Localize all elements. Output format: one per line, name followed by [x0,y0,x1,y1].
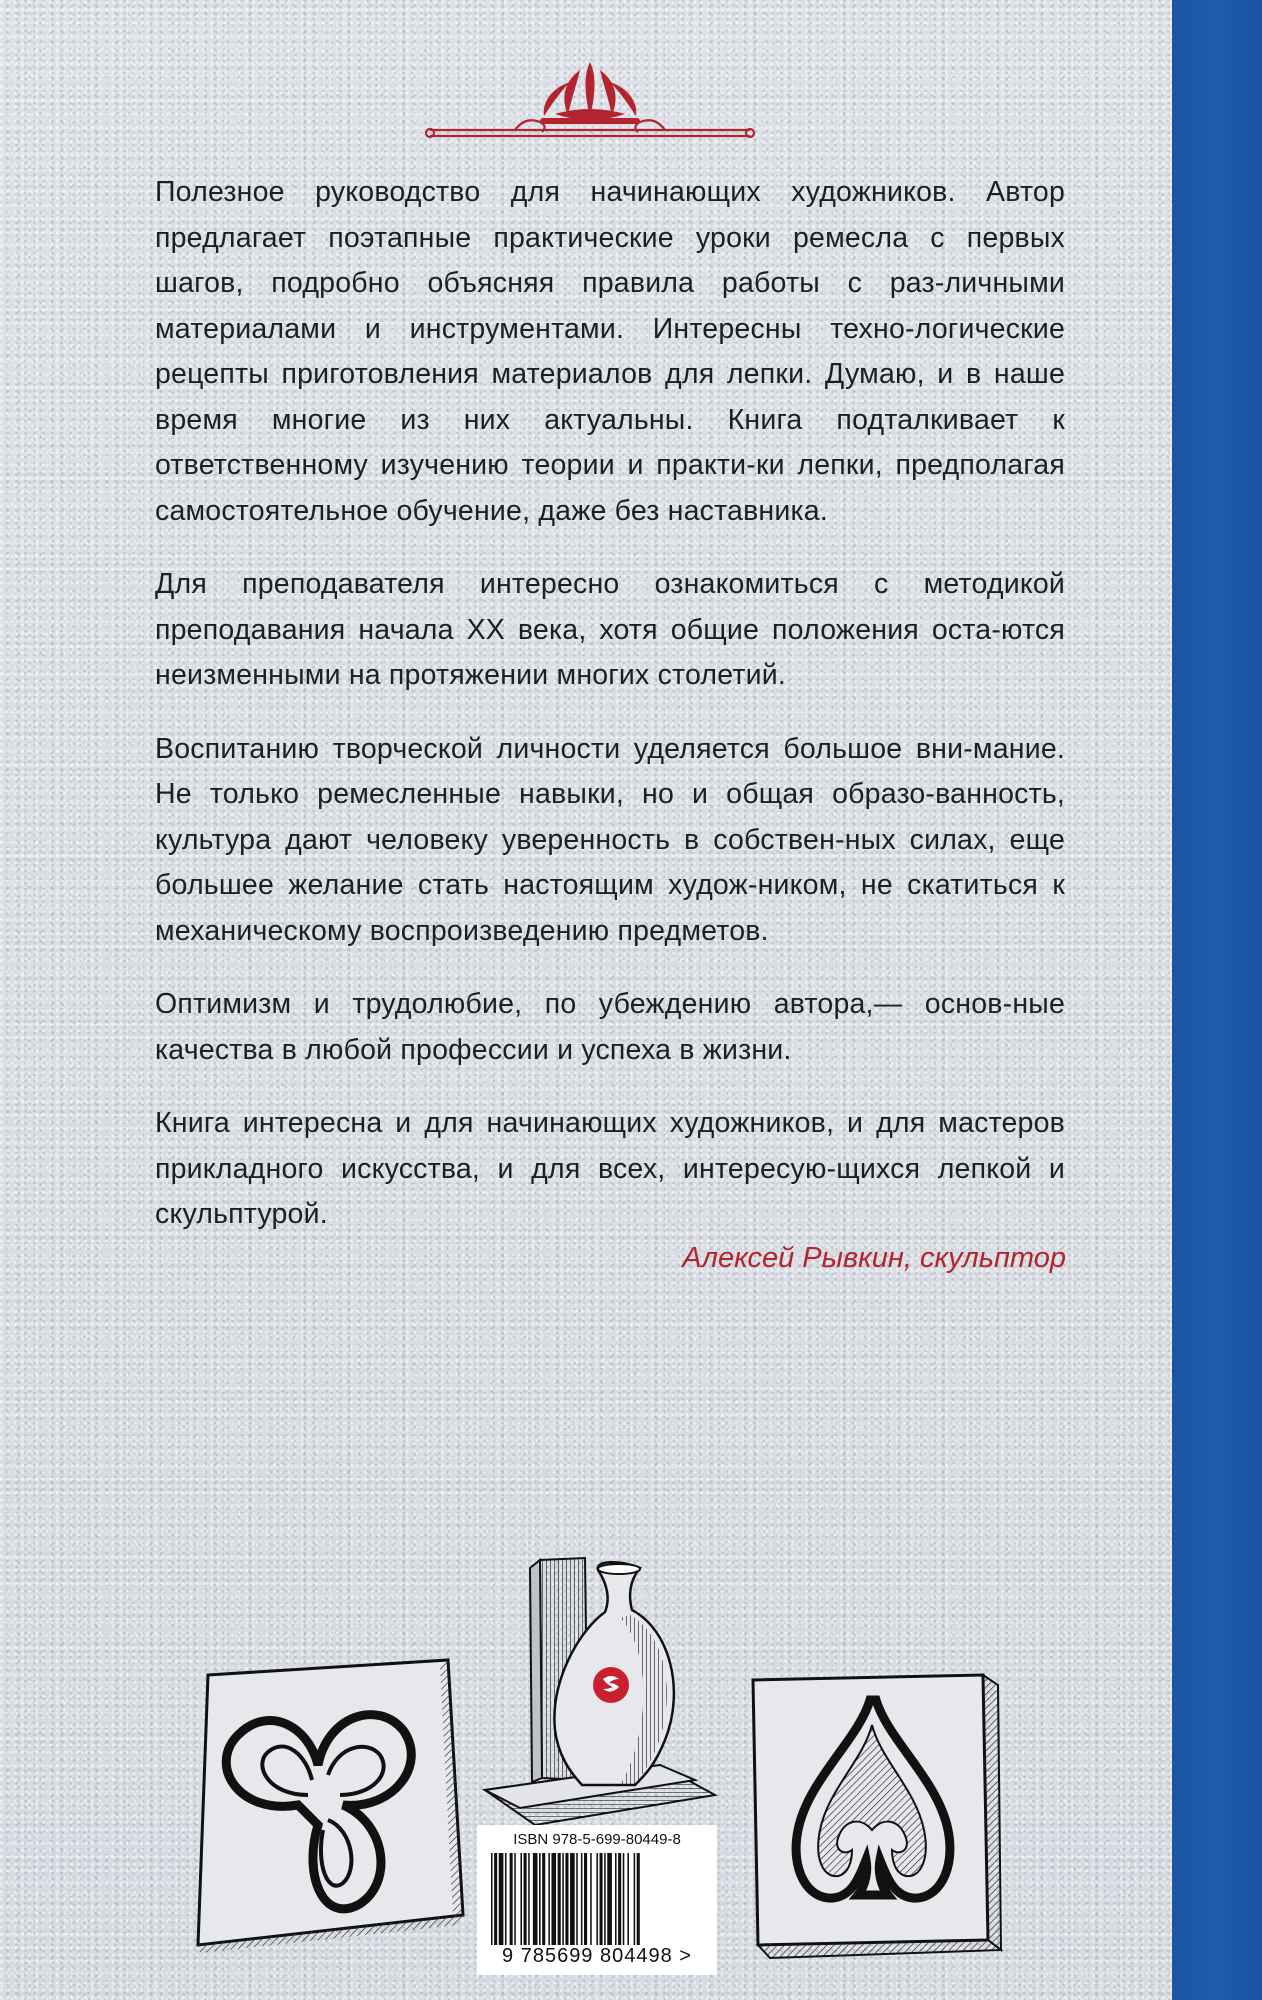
barcode-bar [505,1853,507,1945]
paragraph-1: Полезное руководство для начинающих художников. Автор предлагает поэтапные практические уроки ремесла с первых шагов, подробно объясняя правила работы с раз-личными материалами и инструментами. Интересны техно-логические рецепты приготовления материалов для лепки. Думаю, и в наше время многие из них актуальны. Книга подталкивает к ответственному изучению теории и практи-ки лепки, предполагая самостоятельное обучение, даже без наставника. [155,176,1065,527]
author-signature: Алексей Рывкин, скульптор [682,1242,1066,1274]
annotation-text [155,170,1065,1266]
paragraph-2: Для преподавателя интересно ознакомиться с методикой преподавания начала XX века, хотя общие положения оста-ются неизменными на протяжении многих столетий. [155,568,1065,691]
barcode-bar [565,1853,568,1945]
barcode-bar [558,1853,561,1945]
barcode-bar [510,1853,513,1945]
barcode-bar [562,1853,564,1945]
ornament-icon [420,52,760,147]
barcode-bar [533,1853,538,1945]
isbn-barcode [477,1825,717,1975]
barcode-bar [548,1853,550,1945]
barcode-bar [600,1853,603,1945]
barcode-bar [494,1853,497,1945]
heart-relief-icon [748,1670,1003,1960]
barcode-bar [634,1853,636,1945]
paragraph-4: Оптимизм и трудолюбие, по убеждению автора,— основ-ные качества в любой профессии и успеха в жизни. [155,988,1065,1066]
blue-spine-strip [1172,0,1262,2000]
barcode-bar [618,1853,621,1945]
barcode-bar [590,1853,592,1945]
trefoil-relief-icon [178,1655,468,1955]
barcode-bar [623,1853,625,1945]
barcode-bar [604,1853,606,1945]
barcode-bar [576,1853,578,1945]
barcode-bar [524,1853,527,1945]
barcode-bar [627,1853,629,1945]
barcode-bar [542,1853,545,1945]
barcode-bar [528,1853,530,1945]
barcode-icon [487,1853,707,1945]
paragraph-5: Книга интересна и для начинающих художников, и для мастеров прикладного искусства, и для всех, интересую-щихся лепкой и скульптурой. [155,1107,1065,1230]
barcode-bar [520,1853,522,1945]
publisher-logo-icon [591,1665,631,1705]
isbn-label: ISBN 978-5-699-80449-8 [513,1831,681,1848]
barcode-bar [596,1853,598,1945]
barcode-bar [615,1853,617,1945]
barcode-bar [491,1853,493,1945]
barcode-bar [499,1853,504,1945]
barcode-bar [584,1853,587,1945]
barcode-bar [637,1853,640,1945]
barcode-bar [570,1853,575,1945]
isbn-digits: 9 785699 804498 > [502,1945,692,1967]
barcode-bar [551,1853,556,1945]
paragraph-3: Воспитанию творческой личности уделяется большое вни-мание. Не только ремесленные навыки, но и общая образо-ванность, культура дают человеку уверенность в собствен-ных силах, еще большее желание стать настоящим худож-ником, не скатиться к механическому воспроизведению предметов. [155,732,1065,947]
barcode-bar [539,1853,541,1945]
barcode-bar [607,1853,612,1945]
barcode-bar [514,1853,516,1945]
barcode-bar [581,1853,583,1945]
